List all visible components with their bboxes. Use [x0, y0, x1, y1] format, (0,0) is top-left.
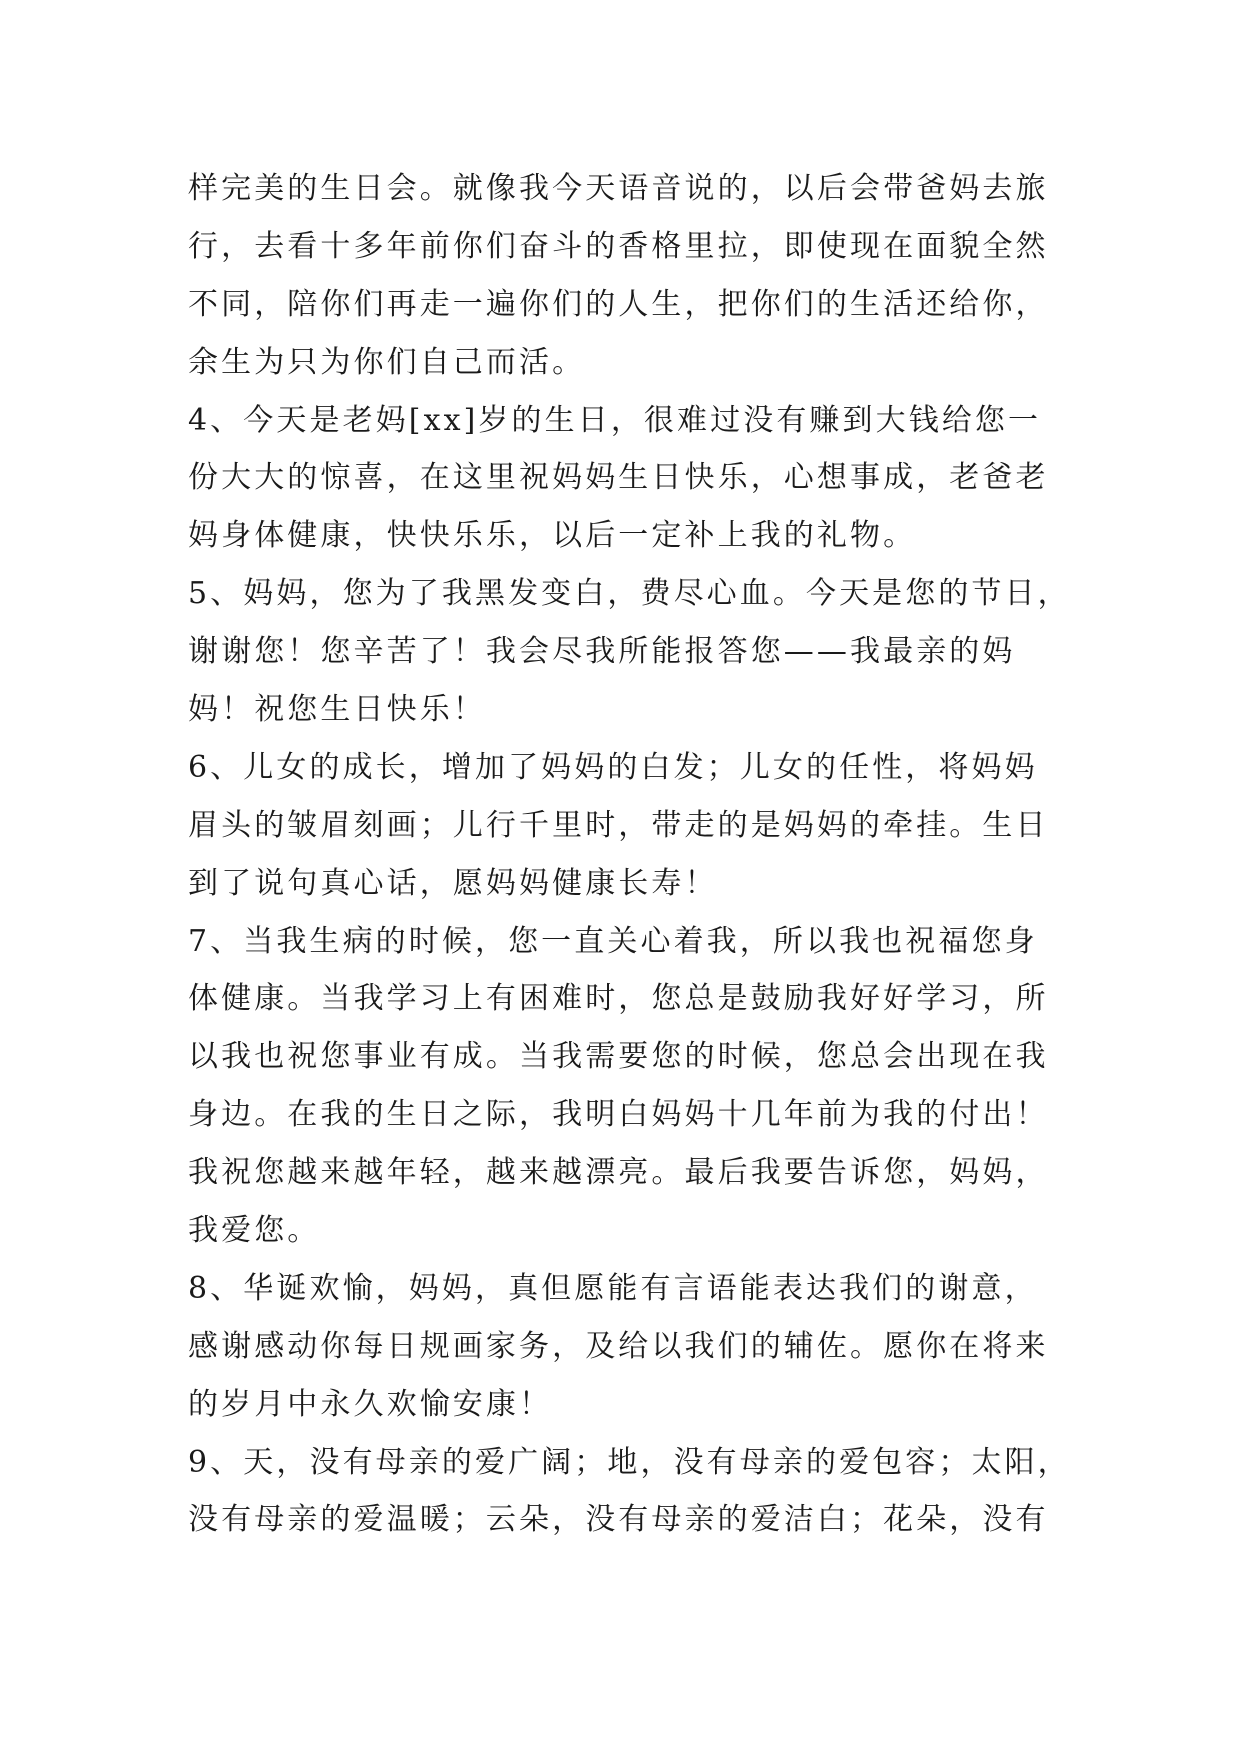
text-line: 6、儿女的成长，增加了妈妈的白发；儿女的任性，将妈妈 — [188, 749, 1038, 785]
text-line: 以我也祝您事业有成。当我需要您的时候，您总会出现在我 — [188, 1039, 1049, 1075]
text-line: 7、当我生病的时候，您一直关心着我，所以我也祝福您身 — [188, 923, 1038, 959]
text-line: 不同，陪你们再走一遍你们的人生，把你们的生活还给你， — [188, 286, 1049, 322]
text-line: 样完美的生日会。就像我今天语音说的，以后会带爸妈去旅 — [188, 171, 1049, 206]
text-line: 份大大的惊喜，在这里祝妈妈生日快乐，心想事成，老爸老 — [188, 460, 1049, 496]
text-line: 妈身体健康，快快乐乐，以后一定补上我的礼物。 — [188, 518, 917, 554]
document-body — [188, 160, 1071, 1549]
text-line: 体健康。当我学习上有困难时，您总是鼓励我好好学习，所 — [188, 981, 1049, 1017]
text-line: 行，去看十多年前你们奋斗的香格里拉，即使现在面貌全然 — [188, 228, 1049, 264]
text-line: 感谢感动你每日规画家务，及给以我们的辅佐。愿你在将来 — [188, 1328, 1049, 1364]
text-line: 我爱您。 — [188, 1213, 321, 1249]
text-line: 身边。在我的生日之际，我明白妈妈十几年前为我的付出！ — [188, 1097, 1049, 1133]
text-line: 没有母亲的爱温暖；云朵，没有母亲的爱洁白；花朵，没有 — [188, 1502, 1049, 1538]
text-line: 谢谢您！您辛苦了！我会尽我所能报答您——我最亲的妈 — [188, 634, 1016, 670]
text-line: 9、天，没有母亲的爱广阔；地，没有母亲的爱包容；太阳， — [188, 1444, 1071, 1480]
text-line: 4、今天是老妈[xx]岁的生日，很难过没有赚到大钱给您一 — [188, 402, 1042, 438]
text-line: 我祝您越来越年轻，越来越漂亮。最后我要告诉您，妈妈， — [188, 1155, 1049, 1191]
text-line: 妈！祝您生日快乐！ — [188, 692, 486, 728]
text-line: 的岁月中永久欢愉安康！ — [188, 1386, 553, 1422]
text-line: 到了说句真心话，愿妈妈健康长寿！ — [188, 865, 718, 901]
text-line: 8、华诞欢愉，妈妈，真但愿能有言语能表达我们的谢意， — [188, 1270, 1038, 1306]
text-line: 余生为只为你们自己而活。 — [188, 344, 586, 380]
text-line: 眉头的皱眉刻画；儿行千里时，带走的是妈妈的牵挂。生日 — [188, 807, 1049, 843]
text-line: 5、妈妈，您为了我黑发变白，费尽心血。今天是您的节日， — [188, 576, 1071, 612]
